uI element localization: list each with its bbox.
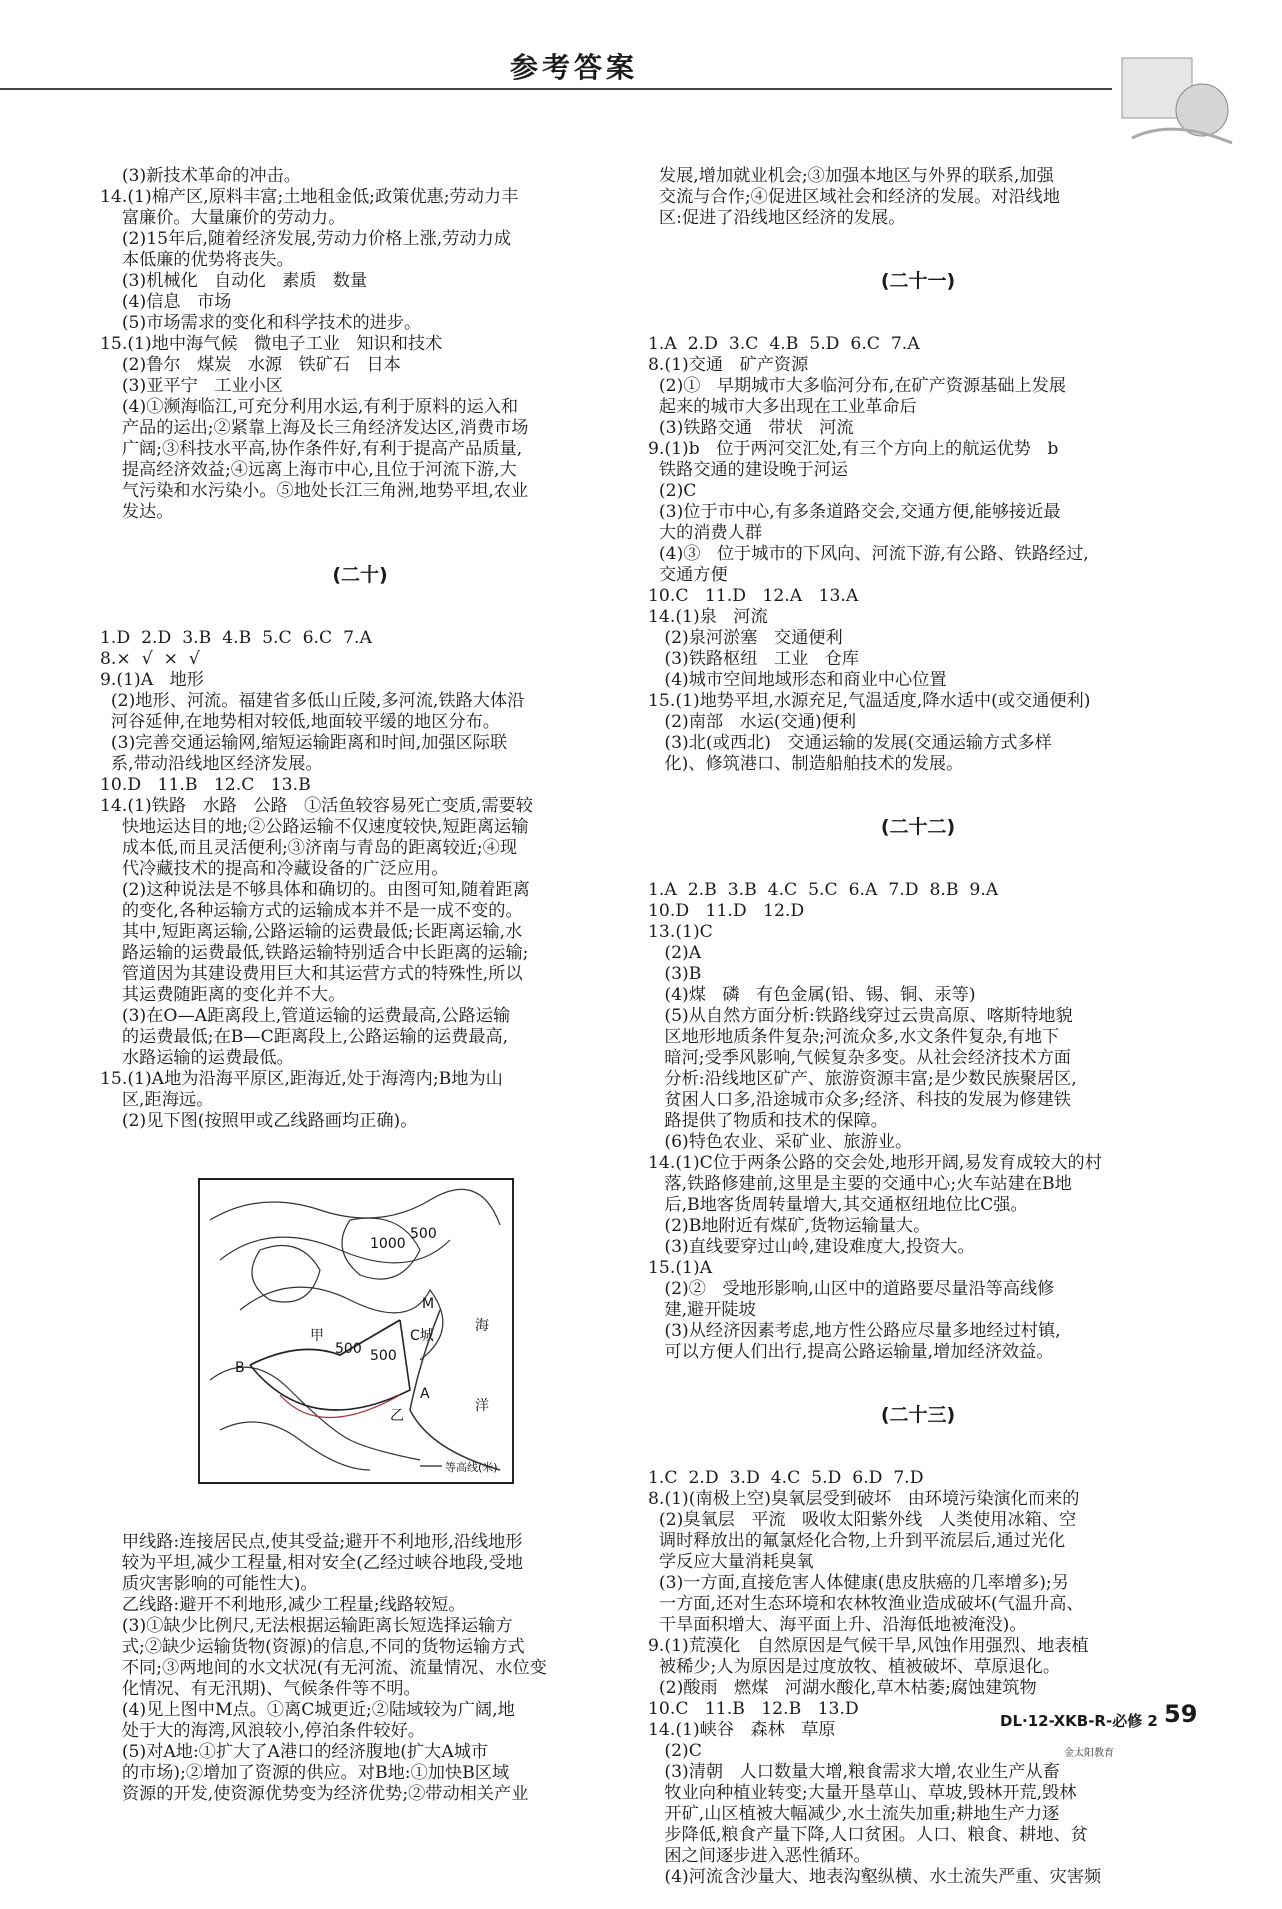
- text-line: (5)市场需求的变化和科学技术的进步。: [100, 313, 422, 333]
- text-line: 广阔;③科技水平高,协作条件好,有利于提高产品质量,: [100, 439, 523, 459]
- header-rule: [0, 88, 1112, 90]
- text-line: 10.C 11.B 12.B 13.D: [648, 1699, 859, 1719]
- text-line: (3)完善交通运输网,缩短运输距离和时间,加强区际联: [100, 733, 508, 753]
- text-line: (2)臭氧层 平流 吸收太阳紫外线 人类使用冰箱、空: [648, 1510, 1077, 1530]
- route-yi-label: 乙: [390, 1408, 404, 1424]
- text-line: 1.A 2.B 3.B 4.C 5.C 6.A 7.D 8.B 9.A: [648, 880, 999, 900]
- text-line: 路运输的运费最低,铁路运输特别适合中长距离的运输;: [100, 943, 529, 963]
- text-line: 河谷延伸,在地势相对较低,地面较平缓的地区分布。: [100, 712, 500, 732]
- text-line: (2)地形、河流。福建省多低山丘陵,多河流,铁路大体沿: [100, 691, 525, 711]
- text-line: (2)B地附近有煤矿,货物运输量大。: [648, 1216, 931, 1236]
- text-line: 的变化,各种运输方式的运输成本并不是一成不变的。: [100, 901, 523, 921]
- text-line: 14.(1)铁路 水路 公路 ①活鱼较容易死亡变质,需要较: [100, 796, 533, 816]
- text-line: 资源的开发,使资源优势变为经济优势;②带动相关产业: [100, 1784, 529, 1804]
- text-line: 不同;③两地间的水文状况(有无河流、流量情况、水位变: [100, 1658, 547, 1678]
- text-line: 15.(1)A: [648, 1258, 713, 1278]
- text-line: 15.(1)地中海气候 微电子工业 知识和技术: [100, 334, 443, 354]
- text-line: (3)机械化 自动化 素质 数量: [100, 271, 368, 291]
- text-line: 富廉价。大量廉价的劳动力。: [100, 208, 346, 228]
- text-line: (4)煤 磷 有色金属(铅、锡、铜、汞等): [648, 985, 976, 1005]
- text-line: 落,铁路修建前,这里是主要的交通中心;火车站建在B地: [648, 1174, 1072, 1194]
- text-line: (2)南部 水运(交通)便利: [648, 712, 857, 732]
- text-line: (2)① 早期城市大多临河分布,在矿产资源基础上发展: [648, 376, 1067, 396]
- text-line: (3)在O—A距离段上,管道运输的运费最高,公路运输: [100, 1006, 511, 1026]
- answers-block-20-end: [648, 166, 1188, 229]
- text-line: 处于大的海湾,风浪较小,停泊条件较好。: [100, 1721, 425, 1741]
- text-line: 1.C 2.D 3.D 4.C 5.D 6.D 7.D: [648, 1468, 924, 1488]
- text-line: 1.A 2.D 3.C 4.B 5.D 6.C 7.A: [648, 334, 920, 354]
- text-line: (4)见上图中M点。①离C城更近;②陆域较为广阔,地: [100, 1700, 515, 1720]
- section-heading-23: (二十三): [880, 1404, 956, 1426]
- text-line: 的市场);②增加了资源的供应。对B地:①加快B区域: [100, 1763, 510, 1783]
- legend-label: 等高线(米): [445, 1461, 498, 1474]
- answers-block-22: [648, 880, 1188, 1363]
- page-number: 59: [1164, 1700, 1198, 1728]
- text-line: 路提供了物质和技术的保障。: [648, 1111, 888, 1131]
- text-line: 式;②缺少运输货物(资源)的信息,不同的货物运输方式: [100, 1637, 525, 1657]
- text-line: (2)C: [648, 481, 697, 501]
- text-line: 1.D 2.D 3.B 4.B 5.C 6.C 7.A: [100, 628, 372, 648]
- text-line: (2)C: [648, 1741, 702, 1761]
- text-line: 发展,增加就业机会;③加强本地区与外界的联系,加强: [648, 166, 1054, 186]
- text-line: (2)② 受地形影响,山区中的道路要尽量沿等高线修: [648, 1279, 1055, 1299]
- text-line: 的运费最低;在B—C距离段上,公路运输的运费最高,: [100, 1027, 509, 1047]
- text-line: 化情况、有无汛期)、气候条件等不明。: [100, 1679, 421, 1699]
- text-line: 成本低,而且灵活便利;③济南与青岛的距离较近;④现: [100, 838, 518, 858]
- route-jia-label: 甲: [310, 1328, 324, 1344]
- text-line: 区,距海远。: [100, 1090, 214, 1110]
- answers-block-20: [100, 628, 620, 1132]
- text-line: 其运费随距离的变化并不大。: [100, 985, 346, 1005]
- section-heading-22: (二十二): [880, 816, 956, 838]
- contour-map: [200, 1180, 512, 1482]
- page-title: 参考答案: [510, 51, 639, 84]
- text-line: 交流与合作;④促进区域社会和经济的发展。对沿线地: [648, 187, 1061, 207]
- contour-label-500: 500: [410, 1226, 437, 1242]
- text-line: (3)铁路枢纽 工业 仓库: [648, 649, 860, 669]
- text-line: 交通方便: [648, 565, 728, 585]
- point-a-label: A: [420, 1386, 430, 1402]
- contour-label-500b: 500: [335, 1341, 362, 1357]
- text-line: 起来的城市大多出现在工业革命后: [648, 397, 917, 417]
- text-line: 15.(1)A地为沿海平原区,距海近,处于海湾内;B地为山: [100, 1069, 503, 1089]
- text-line: 发达。: [100, 502, 174, 522]
- text-line: (3)从经济因素考虑,地方性公路应尽量多地经过村镇,: [648, 1321, 1061, 1341]
- left-column: [100, 124, 620, 1826]
- text-line: (3)位于市中心,有多条道路交会,交通方便,能够接近最: [648, 502, 1061, 522]
- text-line: (3)一方面,直接危害人体健康(患皮肤癌的几率增多);另: [648, 1573, 1069, 1593]
- book-code: DL·12-XKB-R-必修 2: [1000, 1712, 1158, 1730]
- text-line: 14.(1)棉产区,原料丰富;土地租金低;政策优惠;劳动力丰: [100, 187, 519, 207]
- text-line: 14.(1)峡谷 森林 草原: [648, 1720, 836, 1740]
- text-line: 大的消费人群: [648, 523, 763, 543]
- text-line: 化)、修筑港口、制造船舶技术的发展。: [648, 754, 964, 774]
- text-line: (2)鲁尔 煤炭 水源 铁矿石 日本: [100, 355, 401, 375]
- text-line: (2)泉河淤塞 交通便利: [648, 628, 843, 648]
- text-line: 贫困人口多,沿途城市众多;经济、科技的发展为修建铁: [648, 1090, 1071, 1110]
- text-line: (6)特色农业、采矿业、旅游业。: [648, 1132, 913, 1152]
- text-line: (3)铁路交通 带状 河流: [648, 418, 854, 438]
- text-line: 本低廉的优势将丧失。: [100, 250, 294, 270]
- text-line: (2)这种说法是不够具体和确切的。由图可知,随着距离: [100, 880, 530, 900]
- text-line: 干旱面积增大、海平面上升、沿海低地被淹没)。: [648, 1615, 1027, 1635]
- text-line: 水路运输的运费最低。: [100, 1048, 294, 1068]
- text-line: 困之间逐步进入恶性循环。: [648, 1846, 871, 1866]
- text-line: 质灾害影响的可能性大)。: [100, 1574, 318, 1594]
- text-line: 开矿,山区植被大幅减少,水土流失加重;耕地生产力逐: [648, 1804, 1060, 1824]
- text-line: 代冷藏技术的提高和冷藏设备的广泛应用。: [100, 859, 449, 879]
- text-line: (3)B: [648, 964, 702, 984]
- ocean-label: 洋: [475, 1398, 489, 1414]
- text-line: 13.(1)C: [648, 922, 713, 942]
- publisher-mark: 金太阳教育: [1064, 1748, 1114, 1759]
- text-line: 一方面,还对生态环境和农林牧渔业造成破坏(气温升高、: [648, 1594, 1084, 1614]
- text-line: 产品的运出;②紧靠上海及长三角经济发达区,消费市场: [100, 418, 529, 438]
- answers-block-20-cont: [100, 1532, 620, 1805]
- text-line: (4)①濒海临江,可充分利用水运,有利于原料的运入和: [100, 397, 519, 417]
- text-line: 系,带动沿线地区经济发展。: [100, 754, 323, 774]
- section-heading-21: (二十一): [880, 270, 956, 292]
- text-line: 可以方便人们出行,提高公路运输量,增加经济效益。: [648, 1342, 1054, 1362]
- text-line: 9.(1)A 地形: [100, 670, 204, 690]
- text-line: (4)信息 市场: [100, 292, 232, 312]
- answers-block-19: [100, 166, 620, 523]
- city-c-label: C城: [410, 1328, 434, 1344]
- text-line: 区地形地质条件复杂;河流众多,水文条件复杂,有地下: [648, 1027, 1060, 1047]
- text-line: (3)北(或西北) 交通运输的发展(交通运输方式多样: [648, 733, 1052, 753]
- text-line: (2)酸雨 燃煤 河湖水酸化,草木枯萎;腐蚀建筑物: [648, 1678, 1037, 1698]
- contour-label-500c: 500: [370, 1348, 397, 1364]
- contour-label-1000: 1000: [370, 1236, 406, 1252]
- text-line: 牧业向种植业转变;大量开垦草山、草坡,毁林开荒,毁林: [648, 1783, 1077, 1803]
- text-line: 提高经济效益;④远离上海市中心,且位于河流下游,大: [100, 460, 517, 480]
- text-line: 14.(1)C位于两条公路的交会处,地形开阔,易发育成较大的村: [648, 1153, 1102, 1173]
- text-line: 10.D 11.D 12.D: [648, 901, 805, 921]
- text-line: (4)③ 位于城市的下风向、河流下游,有公路、铁路经过,: [648, 544, 1089, 564]
- text-line: 9.(1)荒漠化 自然原因是气候干旱,风蚀作用强烈、地表植: [648, 1636, 1089, 1656]
- text-line: 建,避开陡坡: [648, 1300, 756, 1320]
- text-line: (3)清朝 人口数量大增,粮食需求大增,农业生产从畜: [648, 1762, 1060, 1782]
- page-header: [0, 40, 1282, 100]
- text-line: (3)亚平宁 工业小区: [100, 376, 283, 396]
- text-line: 后,B地客货周转量增大,其交通枢纽地位比C强。: [648, 1195, 1028, 1215]
- text-line: (5)从自然方面分析:铁路线穿过云贵高原、喀斯特地貌: [648, 1006, 1073, 1026]
- text-line: 区:促进了沿线地区经济的发展。: [648, 208, 906, 228]
- text-line: 8.(1)交通 矿产资源: [648, 355, 809, 375]
- point-b-label: B: [235, 1360, 245, 1376]
- text-line: 气污染和水污染小。⑤地处长江三角洲,地势平坦,农业: [100, 481, 529, 501]
- text-line: 乙线路:避开不利地形,减少工程量;线路较短。: [100, 1595, 466, 1615]
- text-line: (2)A: [648, 943, 702, 963]
- text-line: (3)新技术革命的冲击。: [100, 166, 301, 186]
- text-line: 调时释放出的氟氯烃化合物,上升到平流层后,通过光化: [648, 1531, 1066, 1551]
- text-line: (2)见下图(按照甲或乙线路画均正确)。: [100, 1111, 418, 1131]
- text-line: 分析:沿线地区矿产、旅游资源丰富;是少数民族聚居区,: [648, 1069, 1077, 1089]
- point-m-label: M: [422, 1296, 435, 1312]
- text-line: 9.(1)b 位于两河交汇处,有三个方向上的航运优势 b: [648, 439, 1059, 459]
- text-line: (4)河流含沙量大、地表沟壑纵横、水土流失严重、灾害频: [648, 1867, 1102, 1887]
- answers-block-23: [648, 1468, 1188, 1888]
- text-line: 8.× √ × √: [100, 649, 200, 669]
- text-line: 8.(1)(南极上空)臭氧层受到破坏 由环境污染演化而来的: [648, 1489, 1080, 1509]
- text-line: 14.(1)泉 河流: [648, 607, 768, 627]
- text-line: (3)①缺少比例尺,无法根据运输距离长短选择运输方: [100, 1616, 513, 1636]
- text-line: 暗河;受季风影响,气候复杂多变。从社会经济技术方面: [648, 1048, 1071, 1068]
- text-line: (2)15年后,随着经济发展,劳动力价格上涨,劳动力成: [100, 229, 512, 249]
- right-column: [648, 124, 1188, 1909]
- text-line: (3)直线要穿过山岭,建设难度大,投资大。: [648, 1237, 975, 1257]
- text-line: 铁路交通的建设晚于河运: [648, 460, 848, 480]
- map-figure: [198, 1178, 514, 1484]
- text-line: (5)对A地:①扩大了A港口的经济腹地(扩大A城市: [100, 1742, 489, 1762]
- sea-label: 海: [475, 1318, 489, 1334]
- text-line: (4)城市空间地域形态和商业中心位置: [648, 670, 947, 690]
- text-line: 学反应大量消耗臭氧: [648, 1552, 814, 1572]
- page-footer: [1000, 1700, 1198, 1759]
- text-line: 甲线路:连接居民点,使其受益;避开不利地形,沿线地形: [100, 1532, 523, 1552]
- text-line: 10.D 11.B 12.C 13.B: [100, 775, 311, 795]
- text-line: 快地运达目的地;②公路运输不仅速度较快,短距离运输: [100, 817, 529, 837]
- text-line: 步降低,粮食产量下降,人口贫困。人口、粮食、耕地、贫: [648, 1825, 1088, 1845]
- text-line: 管道因为其建设费用巨大和其运营方式的特殊性,所以: [100, 964, 523, 984]
- text-line: 被稀少;人为原因是过度放牧、植被破坏、草原退化。: [648, 1657, 1061, 1677]
- text-line: 较为平坦,减少工程量,相对安全(乙经过峡谷地段,受地: [100, 1553, 524, 1573]
- answers-block-21: [648, 334, 1188, 775]
- text-line: 其中,短距离运输,公路运输的运费最低;长距离运输,水: [100, 922, 523, 942]
- text-line: 15.(1)地势平坦,水源充足,气温适度,降水适中(或交通便利): [648, 691, 1091, 711]
- section-heading-20: (二十): [332, 564, 388, 586]
- text-line: 10.C 11.D 12.A 13.A: [648, 586, 859, 606]
